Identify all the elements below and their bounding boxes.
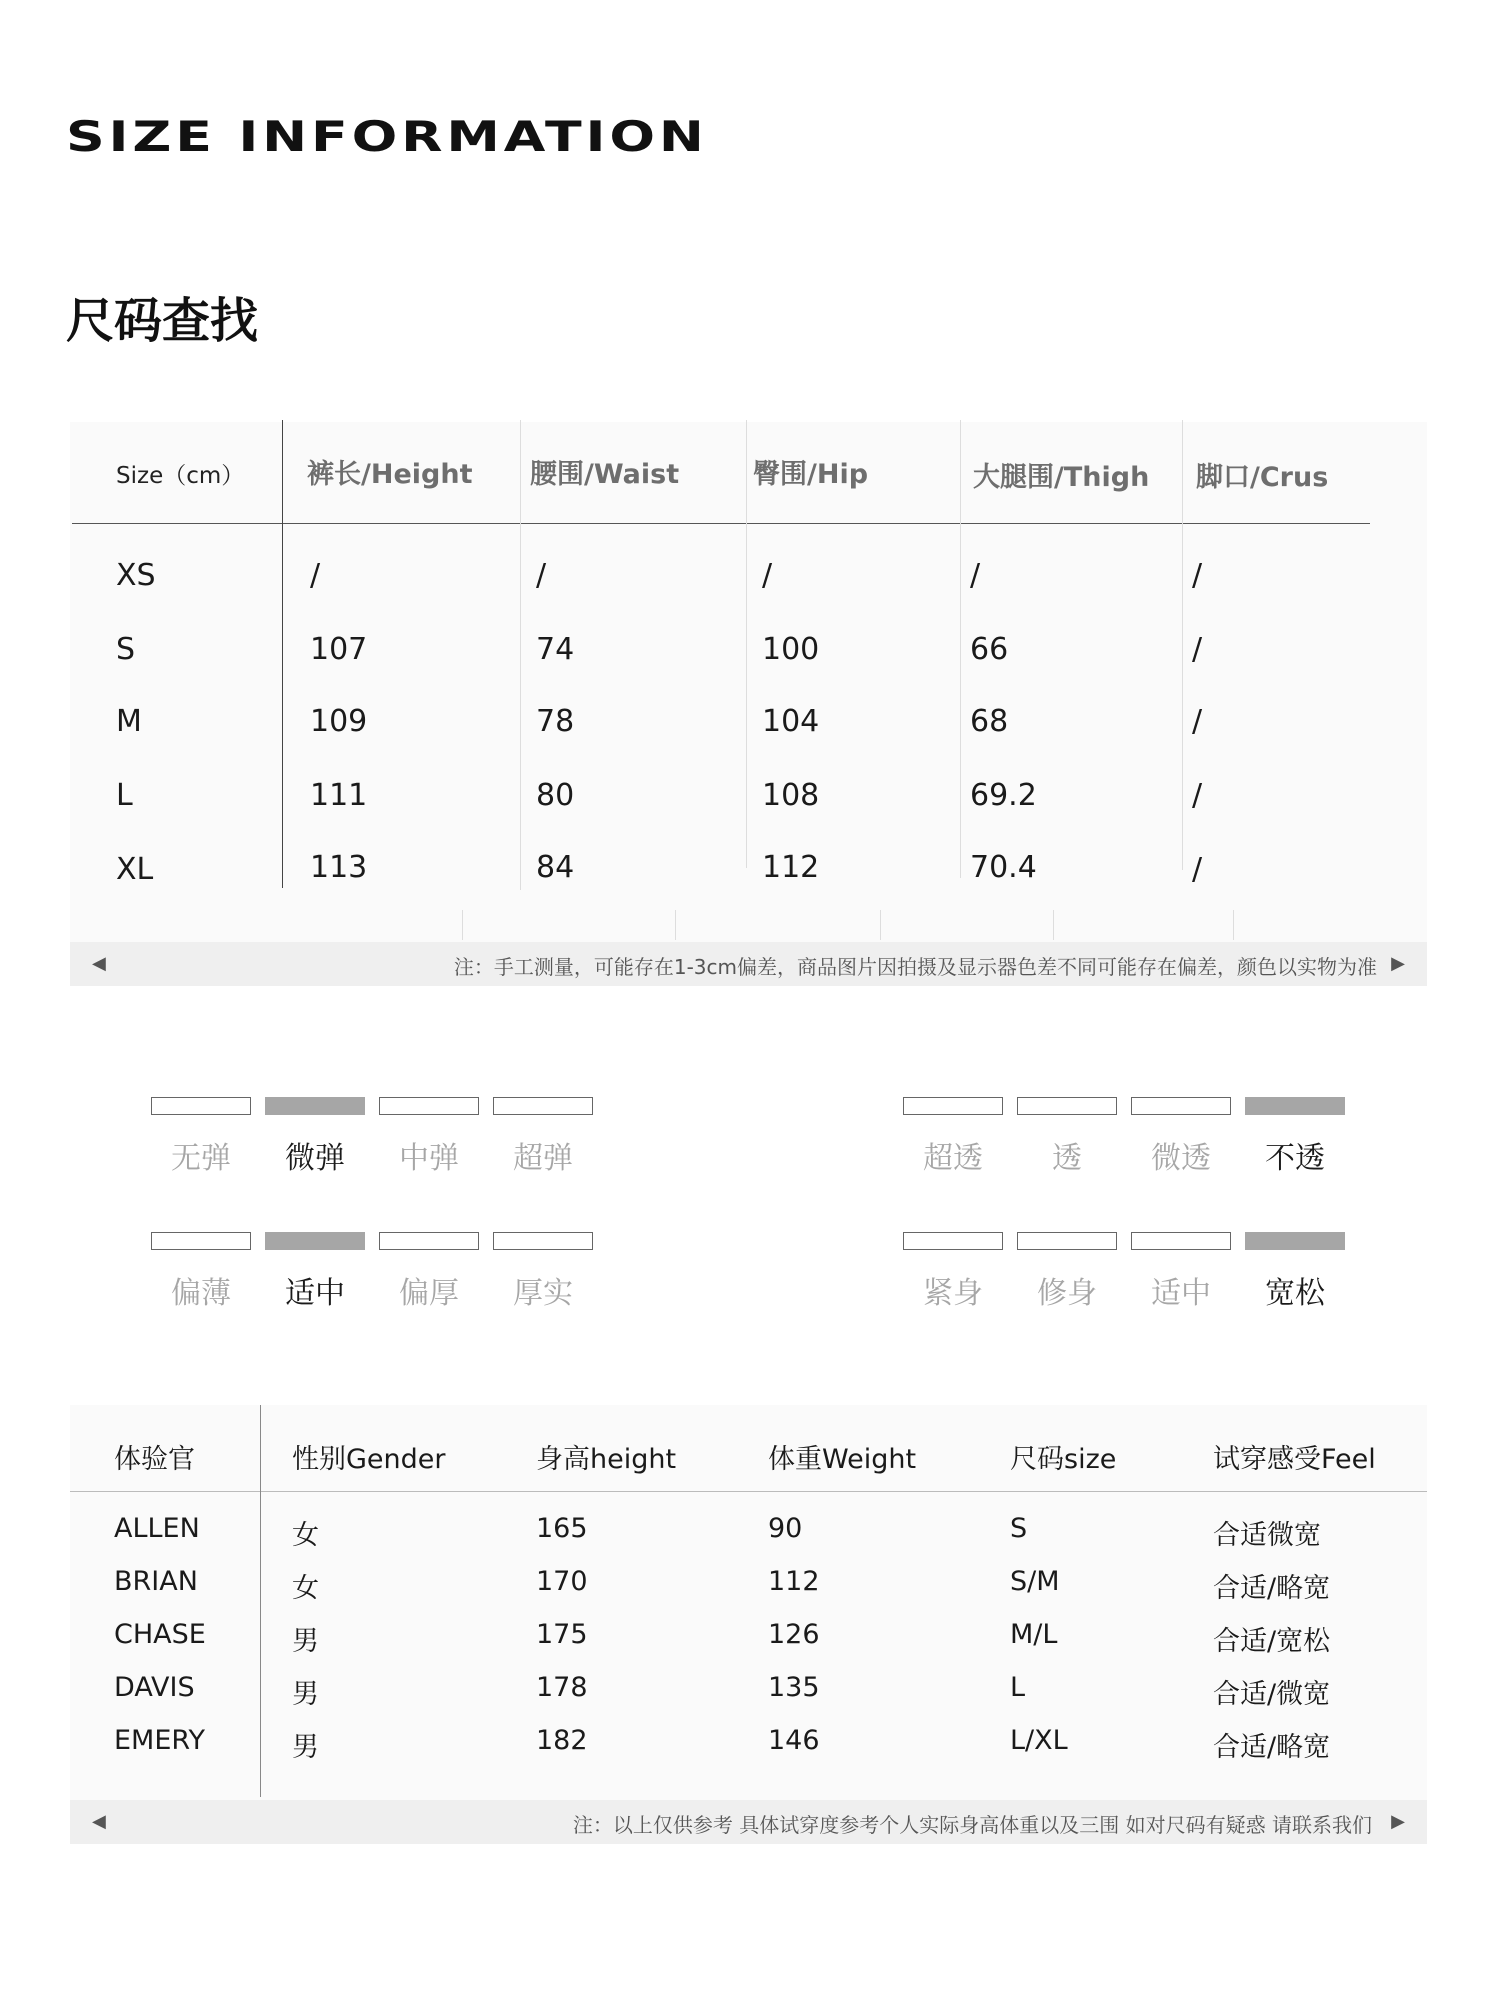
- scale-box-selected: [1245, 1097, 1345, 1115]
- scale-box: [903, 1097, 1003, 1115]
- table-cell: 108: [762, 778, 820, 813]
- trial-header-feel: 试穿感受Feel: [1213, 1444, 1376, 1475]
- scroll-right-arrow-icon[interactable]: ▶: [1391, 953, 1405, 974]
- table-cell: ALLEN: [114, 1513, 200, 1544]
- table-cell: 80: [536, 778, 575, 813]
- table-cell: 男: [292, 1732, 319, 1763]
- table-cell: 84: [536, 850, 575, 885]
- trial-note-bar[interactable]: [70, 1800, 1427, 1844]
- table-cell: 女: [292, 1520, 319, 1551]
- header-divider: [70, 1491, 1427, 1492]
- table-cell: /: [1192, 632, 1203, 667]
- table-cell: 146: [768, 1725, 820, 1756]
- table-cell: 合适/微宽: [1213, 1679, 1331, 1710]
- column-divider: [880, 910, 881, 940]
- column-divider: [260, 1405, 261, 1797]
- scale-box-selected: [265, 1232, 365, 1250]
- column-divider: [960, 420, 961, 878]
- table-cell: DAVIS: [114, 1672, 195, 1703]
- table-cell: /: [310, 558, 321, 593]
- size-header-crus: 脚口/Crus: [1196, 462, 1329, 493]
- table-cell: 175: [536, 1619, 588, 1650]
- trial-header-gender: 性别Gender: [292, 1444, 446, 1475]
- table-cell: 178: [536, 1672, 588, 1703]
- scale-box: [151, 1097, 251, 1115]
- scale-box-selected: [1245, 1232, 1345, 1250]
- scale-box: [493, 1097, 593, 1115]
- header-divider: [72, 523, 1370, 524]
- scale-label-selected: 宽松: [1265, 1276, 1325, 1311]
- table-cell: S: [116, 632, 136, 667]
- column-divider: [746, 420, 747, 868]
- table-cell: /: [536, 558, 547, 593]
- column-divider: [1182, 420, 1183, 870]
- table-cell: 165: [536, 1513, 588, 1544]
- table-cell: 合适微宽: [1213, 1520, 1321, 1551]
- column-divider: [675, 910, 676, 940]
- elasticity-scale: [151, 1097, 601, 1177]
- scale-label: 无弹: [171, 1141, 231, 1176]
- size-header-size: Size（cm）: [116, 463, 245, 489]
- scale-label: 厚实: [513, 1276, 573, 1311]
- table-cell: /: [1192, 558, 1203, 593]
- table-cell: 112: [768, 1566, 820, 1597]
- table-cell: 男: [292, 1679, 319, 1710]
- table-cell: 113: [310, 850, 368, 885]
- scale-box: [1017, 1232, 1117, 1250]
- scale-box: [1017, 1097, 1117, 1115]
- table-cell: S: [1010, 1513, 1028, 1544]
- page-title: SIZE INFORMATION: [66, 112, 708, 161]
- table-cell: 女: [292, 1573, 319, 1604]
- table-cell: BRIAN: [114, 1566, 198, 1597]
- scale-box: [379, 1097, 479, 1115]
- size-table: [70, 422, 1427, 942]
- size-header-thigh: 大腿围/Thigh: [973, 462, 1150, 493]
- table-cell: XS: [116, 558, 156, 593]
- table-cell: L: [1010, 1672, 1026, 1703]
- table-cell: 104: [762, 704, 820, 739]
- scale-label: 微透: [1151, 1141, 1211, 1176]
- size-header-height: 裤长/Height: [307, 459, 473, 490]
- table-cell: 126: [768, 1619, 820, 1650]
- size-note-text: 注：手工测量，可能存在1-3cm偏差，商品图片因拍摄及显示器色差不同可能存在偏差，颜色以实物为准: [453, 955, 1377, 979]
- transparency-scale: [903, 1097, 1353, 1177]
- table-cell: 111: [310, 778, 368, 813]
- scale-label: 超透: [923, 1141, 983, 1176]
- table-cell: /: [1192, 852, 1203, 887]
- table-cell: 107: [310, 632, 368, 667]
- table-cell: XL: [116, 852, 154, 887]
- table-cell: M/L: [1010, 1619, 1058, 1650]
- table-cell: /: [762, 558, 773, 593]
- trial-table: [70, 1405, 1427, 1800]
- size-header-hip: 臀围/Hip: [753, 459, 869, 490]
- scroll-right-arrow-icon[interactable]: ▶: [1391, 1811, 1405, 1832]
- column-divider: [462, 910, 463, 940]
- table-cell: 74: [536, 632, 575, 667]
- scale-label-selected: 不透: [1265, 1141, 1325, 1176]
- scroll-left-arrow-icon[interactable]: ◀: [92, 1811, 106, 1832]
- table-cell: 男: [292, 1626, 319, 1657]
- trial-header-tester: 体验官: [114, 1444, 195, 1475]
- column-divider: [1053, 910, 1054, 940]
- table-cell: 70.4: [970, 850, 1037, 885]
- scale-box: [903, 1232, 1003, 1250]
- scale-box: [151, 1232, 251, 1250]
- table-cell: /: [1192, 778, 1203, 813]
- scroll-left-arrow-icon[interactable]: ◀: [92, 953, 106, 974]
- table-cell: 合适/略宽: [1213, 1573, 1331, 1604]
- table-cell: L: [116, 778, 133, 813]
- trial-header-weight: 体重Weight: [768, 1444, 917, 1475]
- scale-label: 修身: [1037, 1276, 1097, 1311]
- size-header-waist: 腰围/Waist: [530, 459, 680, 490]
- scale-box: [1131, 1232, 1231, 1250]
- table-cell: 69.2: [970, 778, 1037, 813]
- trial-header-height: 身高height: [536, 1444, 677, 1475]
- scale-label: 紧身: [923, 1276, 983, 1311]
- scale-label: 适中: [1151, 1276, 1211, 1311]
- table-cell: M: [116, 704, 142, 739]
- table-cell: /: [1192, 704, 1203, 739]
- table-cell: 135: [768, 1672, 820, 1703]
- table-cell: 合适/略宽: [1213, 1732, 1331, 1763]
- table-cell: 66: [970, 632, 1009, 667]
- table-cell: L/XL: [1010, 1725, 1068, 1756]
- column-divider: [282, 420, 283, 888]
- table-cell: 68: [970, 704, 1009, 739]
- scale-label: 透: [1052, 1141, 1082, 1176]
- trial-header-size: 尺码size: [1010, 1444, 1117, 1475]
- table-cell: 合适/宽松: [1213, 1626, 1331, 1657]
- column-divider: [1233, 910, 1234, 940]
- size-note-bar[interactable]: [70, 942, 1427, 986]
- table-cell: 100: [762, 632, 820, 667]
- scale-box: [379, 1232, 479, 1250]
- table-cell: 112: [762, 850, 820, 885]
- scale-box: [1131, 1097, 1231, 1115]
- table-cell: 182: [536, 1725, 588, 1756]
- column-divider: [520, 420, 521, 890]
- scale-label: 偏厚: [399, 1276, 459, 1311]
- table-cell: 170: [536, 1566, 588, 1597]
- scale-label-selected: 适中: [285, 1276, 345, 1311]
- scale-label: 偏薄: [171, 1276, 231, 1311]
- scale-label: 中弹: [399, 1141, 459, 1176]
- scale-label-selected: 微弹: [285, 1141, 345, 1176]
- trial-note-text: 注：以上仅供参考 具体试穿度参考个人实际身高体重以及三围 如对尺码有疑惑 请联系我们: [572, 1813, 1372, 1837]
- table-cell: 78: [536, 704, 575, 739]
- section-title: 尺码查找: [66, 293, 259, 349]
- scale-box: [493, 1232, 593, 1250]
- table-cell: 90: [768, 1513, 803, 1544]
- scale-label: 超弹: [513, 1141, 573, 1176]
- table-cell: S/M: [1010, 1566, 1060, 1597]
- table-cell: EMERY: [114, 1725, 205, 1756]
- table-cell: 109: [310, 704, 368, 739]
- fit-scale: [903, 1232, 1353, 1312]
- scale-box-selected: [265, 1097, 365, 1115]
- table-cell: /: [970, 558, 981, 593]
- table-cell: CHASE: [114, 1619, 206, 1650]
- thickness-scale: [151, 1232, 601, 1312]
